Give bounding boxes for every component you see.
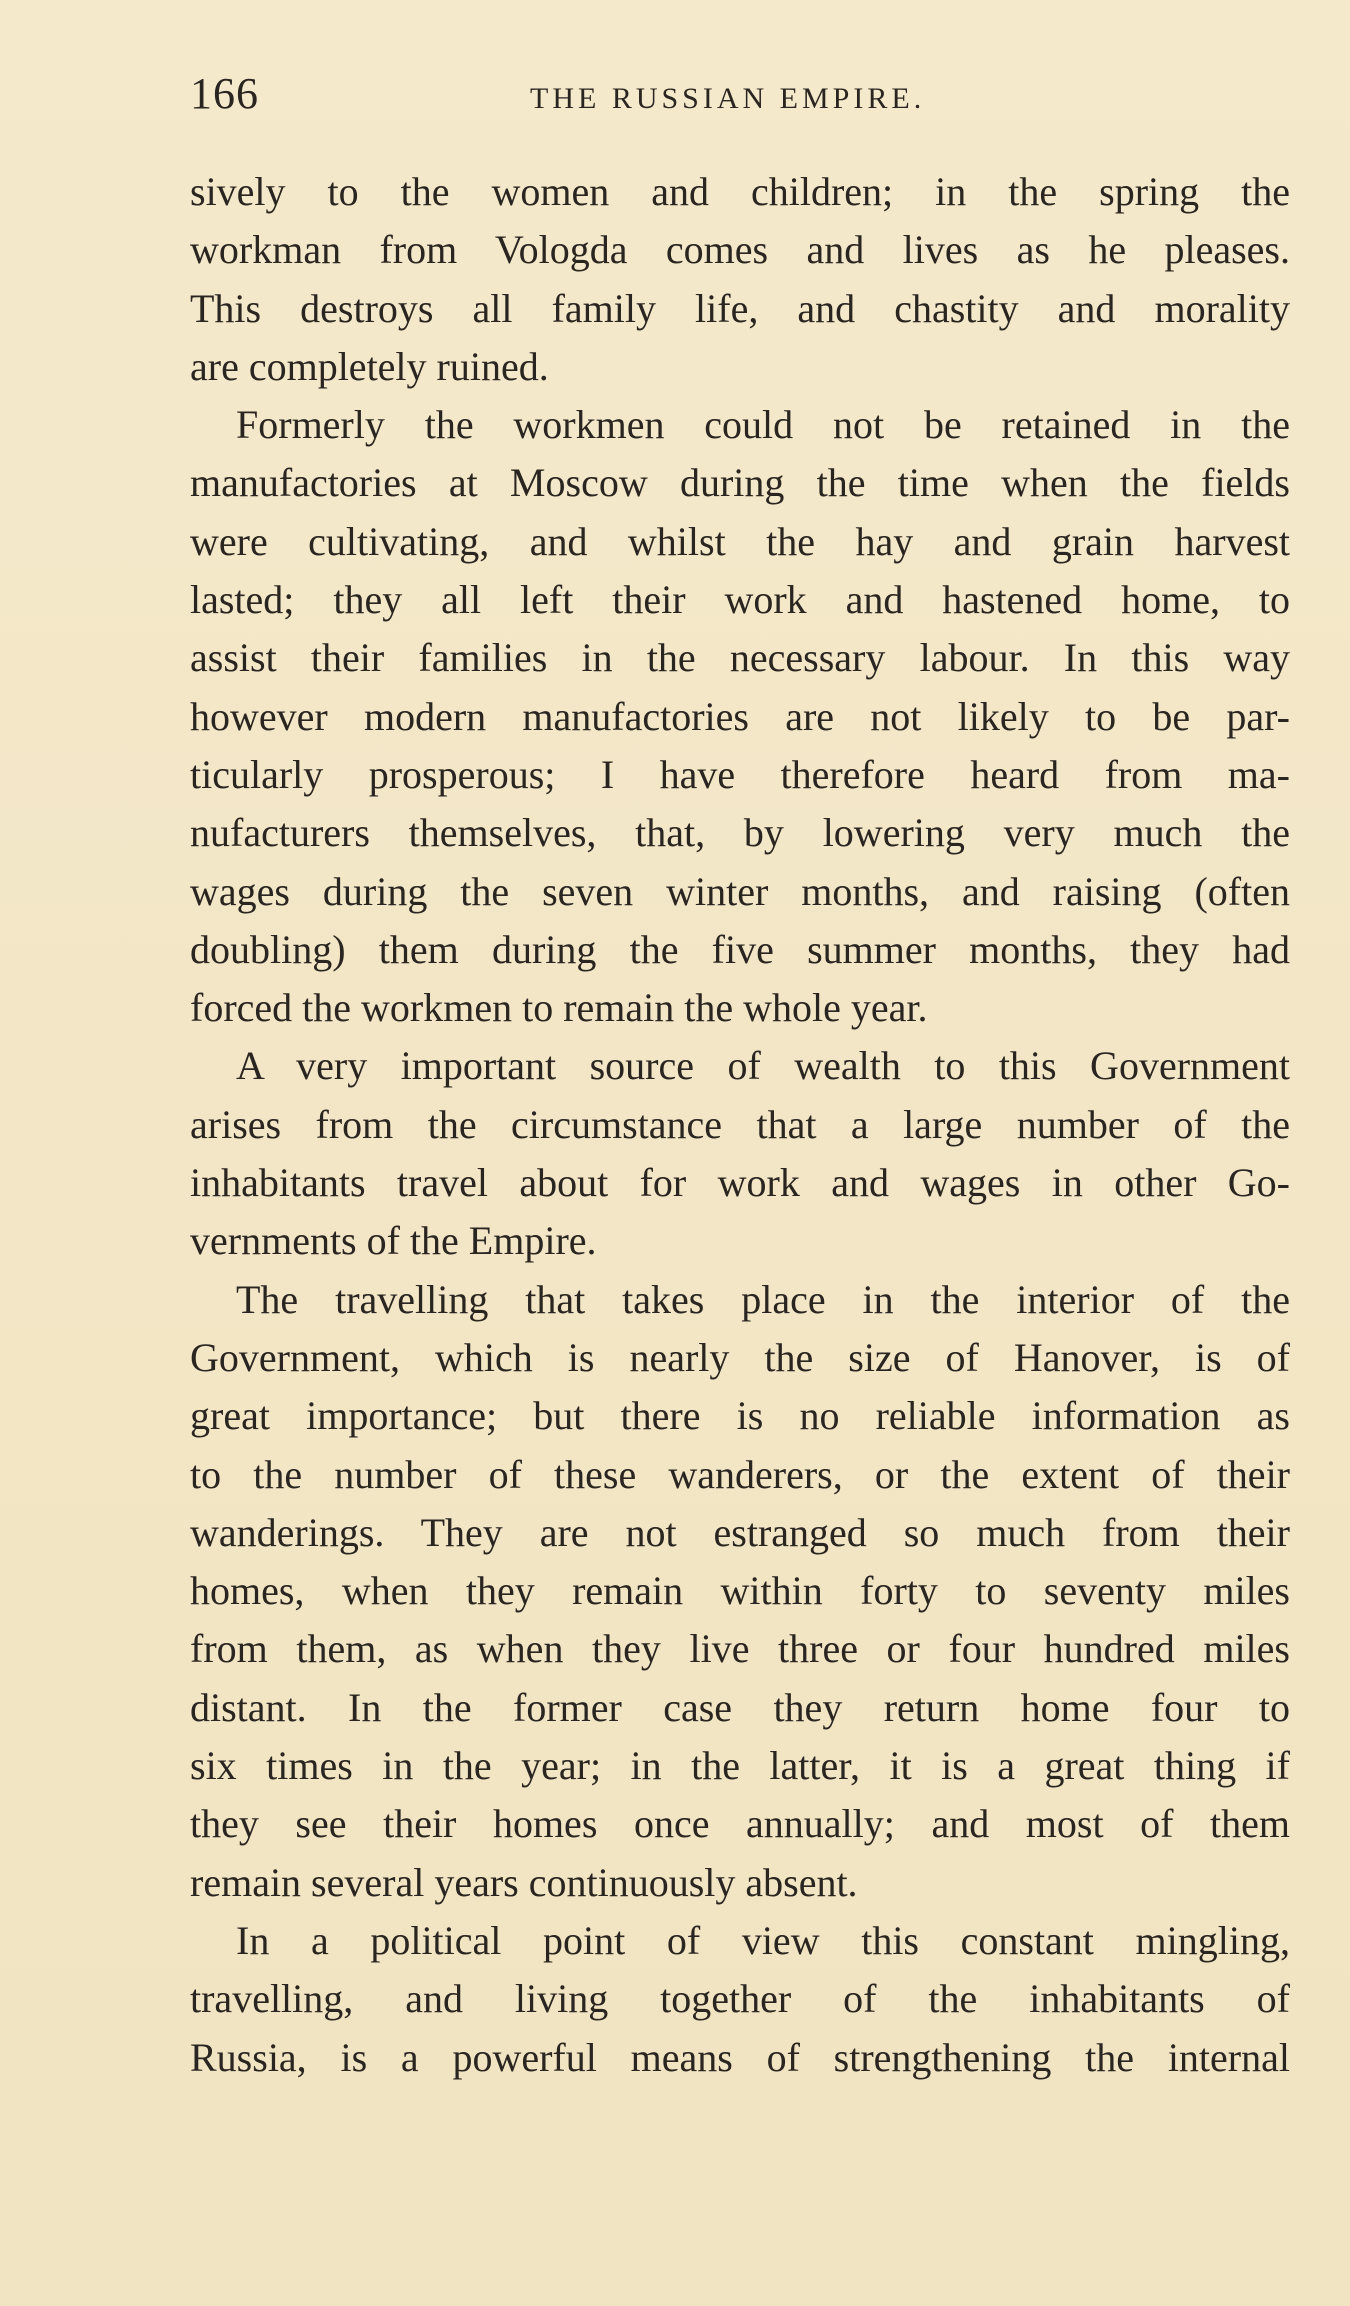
body-text: [190, 163, 1290, 2087]
text-line: remain several years continuously absent.: [190, 1859, 858, 1905]
text-line: forced the workmen to remain the whole year.: [190, 985, 928, 1031]
text-line: nufacturers themselves, that, by lowering very much the: [190, 810, 1290, 856]
text-line: from them, as when they live three or four hundred miles: [190, 1626, 1290, 1672]
text-line: workman from Vologda comes and lives as he pleases.: [190, 227, 1290, 273]
text-line: assist their families in the necessary labour. In this way: [190, 635, 1290, 681]
text-line: Formerly the workmen could not be retained in the: [236, 402, 1290, 448]
text-line: travelling, and living together of the inhabitants of: [190, 1976, 1290, 2022]
text-line: homes, when they remain within forty to seventy miles: [190, 1568, 1290, 1614]
text-line: wanderings. They are not estranged so much from their: [190, 1509, 1290, 1555]
text-line: inhabitants travel about for work and wages in other Go-: [190, 1160, 1290, 1206]
text-line: lasted; they all left their work and hastened home, to: [190, 577, 1290, 623]
text-line: however modern manufactories are not likely to be par-: [190, 693, 1290, 739]
text-line: Russia, is a powerful means of strengthening the internal: [190, 2034, 1290, 2080]
text-line: wages during the seven winter months, and raising (often: [190, 868, 1290, 914]
text-line: The travelling that takes place in the interior of the: [236, 1276, 1290, 1322]
text-line: Government, which is nearly the size of Hanover, is of: [190, 1334, 1290, 1380]
text-line: vernments of the Empire.: [190, 1218, 597, 1264]
text-line: ticularly prosperous; I have therefore heard from ma-: [190, 751, 1290, 797]
text-line: to the number of these wanderers, or the extent of their: [190, 1451, 1290, 1497]
text-line: are completely ruined.: [190, 343, 549, 389]
text-line: This destroys all family life, and chastity and morality: [190, 285, 1290, 331]
text-line: arises from the circumstance that a large number of the: [190, 1101, 1290, 1147]
paragraph: [190, 1271, 1290, 1912]
page-header: [190, 68, 1290, 128]
page-number: 166: [190, 69, 259, 118]
text-line: they see their homes once annually; and most of them: [190, 1801, 1290, 1847]
text-line: doubling) them during the five summer months, they had: [190, 926, 1290, 972]
text-line: great importance; but there is no reliable information as: [190, 1393, 1290, 1439]
text-line: six times in the year; in the latter, it is a great thing if: [190, 1743, 1290, 1789]
text-line: were cultivating, and whilst the hay and grain harvest: [190, 518, 1290, 564]
text-line: distant. In the former case they return home four to: [190, 1684, 1290, 1730]
paragraph: [190, 1037, 1290, 1270]
text-line: sively to the women and children; in the spring the: [190, 169, 1290, 214]
paragraph: [190, 163, 1290, 396]
text-line: manufactories at Moscow during the time when the fields: [190, 460, 1290, 506]
paragraph: [190, 396, 1290, 1037]
running-title: THE RUSSIAN EMPIRE.: [530, 82, 926, 115]
paragraph: [190, 1912, 1290, 2087]
text-line: A very important source of wealth to this Government: [236, 1043, 1290, 1089]
text-line: In a political point of view this constant mingling,: [236, 1917, 1290, 1963]
